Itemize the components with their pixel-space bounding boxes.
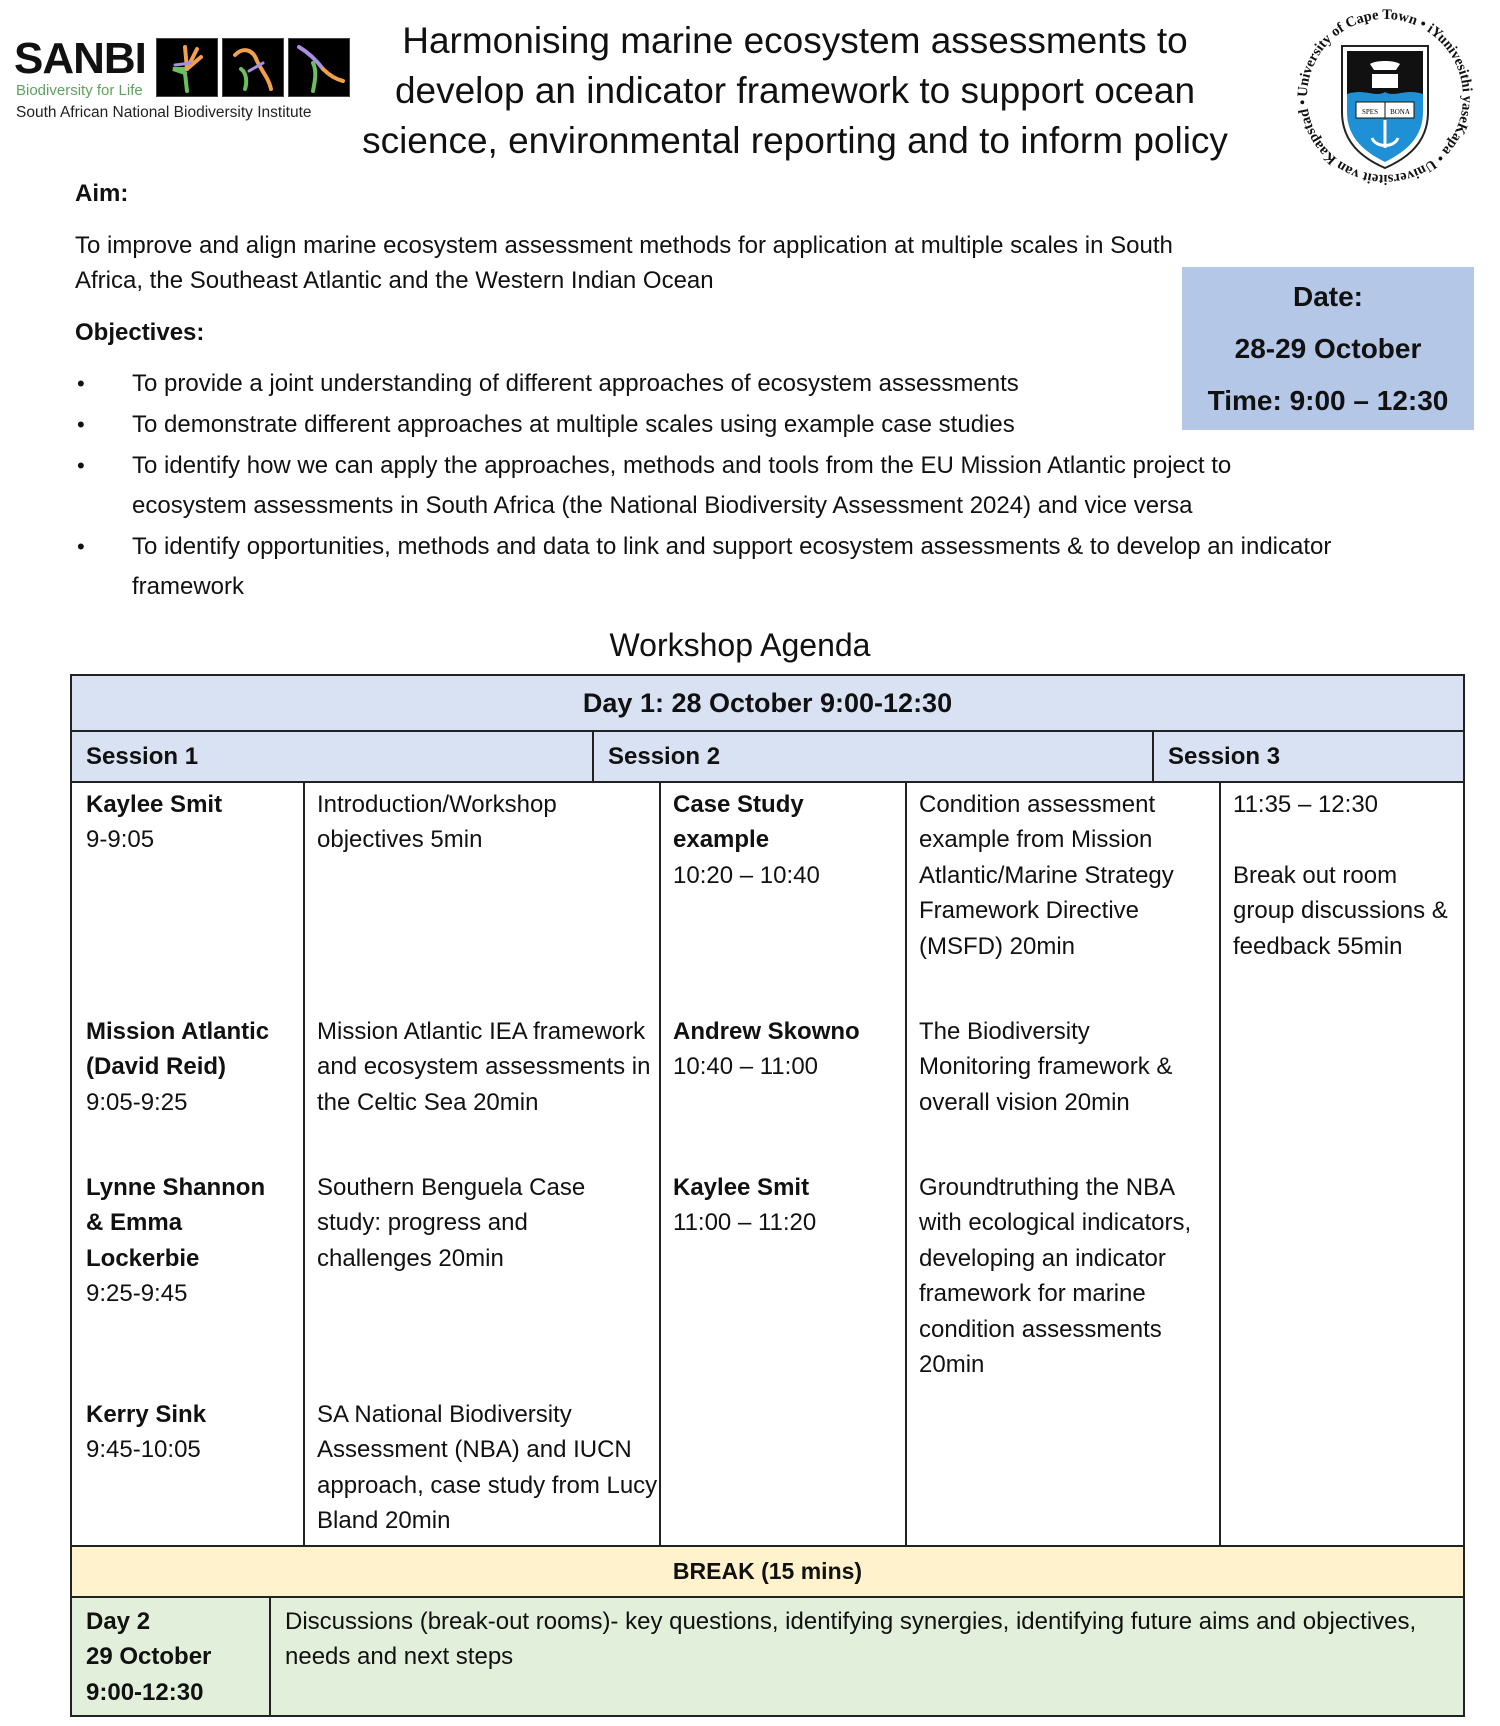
objectives-label: Objectives:: [75, 319, 205, 346]
s1-entry-2-speaker: Mission Atlantic (David Reid) 9:05-9:25: [86, 1018, 270, 1116]
bullet-icon: •: [77, 371, 85, 396]
document-title: [330, 16, 1260, 166]
svg-text:SPES: SPES: [1362, 108, 1378, 116]
title-line: develop an indicator framework to support ocean: [394, 70, 1196, 111]
date-box: [1182, 267, 1474, 430]
sanbi-full-name: South African National Biodiversity Institute: [16, 104, 312, 121]
aim-text: To improve and align marine ecosystem assessment methods for application at multiple scales in South Africa, the Southeast Atlantic and the Western Indian Ocean: [75, 232, 1173, 294]
sanbi-tagline: Biodiversity for Life: [16, 82, 143, 99]
s1-entry-3-topic: Southern Benguela Case study: progress and challenges 20min: [317, 1174, 586, 1272]
break-row: BREAK (15 mins): [72, 1547, 1463, 1598]
objective-item: • To provide a joint understanding of different approaches of ecosystem assessments: [75, 364, 1275, 404]
s2-entry-2-speaker: Andrew Skowno 10:40 – 11:00: [673, 1018, 860, 1081]
day2-date: 29 October: [86, 1643, 212, 1671]
bird-of-paradise-flower-icon: [156, 38, 218, 97]
s1-entry-1-topic: Introduction/Workshop objectives 5min: [317, 791, 557, 854]
s3-entry: 11:35 – 12:30 Break out room group discussions & feedback 55min: [1233, 791, 1448, 960]
day2-label-cell: [72, 1598, 271, 1715]
svg-text:BONA: BONA: [1390, 108, 1410, 116]
aim-label: Aim:: [75, 180, 129, 207]
butterfly-icon: [222, 38, 284, 97]
s1-entry-1-speaker: Kaylee Smit 9-9:05: [86, 791, 223, 854]
day1-header: Day 1: 28 October 9:00-12:30: [72, 676, 1463, 732]
s2-entry-3-speaker: Kaylee Smit 11:00 – 11:20: [673, 1174, 817, 1237]
day2-description: Discussions (break-out rooms)- key questions, identifying synergies, identifying future aims and objectives, needs and next steps: [285, 1608, 1417, 1671]
bullet-icon: •: [77, 534, 85, 559]
date-range: 28-29 October: [1234, 333, 1422, 364]
svg-text:University of Cape Town • iYun: University of Cape Town • iYunivesithi yaseKapa • Universiteit van Kaapstad •: [1294, 6, 1476, 188]
day1-body: [72, 783, 1463, 1547]
day2-time: 9:00-12:30: [86, 1678, 204, 1706]
objective-item: • To identify how we can apply the approaches, methods and tools from the EU Mission Atlantic project to ecosystem assessments in South Africa (the National Biodiversity Assessment 2024) and vice versa: [75, 446, 1342, 526]
s1-entry-4-speaker: Kerry Sink 9:45-10:05: [86, 1401, 207, 1464]
s1-entry-2-topic: Mission Atlantic IEA framework and ecosystem assessments in the Celtic Sea 20min: [317, 1018, 651, 1116]
session3-header: Session 3: [1152, 732, 1465, 781]
day2-row: [72, 1598, 1463, 1715]
title-line: science, environmental reporting and to inform policy: [362, 120, 1228, 161]
column-divider: [659, 783, 661, 1545]
uct-logo: [1290, 2, 1480, 192]
sanbi-logo: [14, 34, 334, 134]
date-label: Date:: [1292, 281, 1363, 312]
day2-label: Day 2: [86, 1608, 151, 1635]
s2-entry-3-topic: Groundtruthing the NBA with ecological indicators, developing an indicator framework for marine condition assessments 20min: [919, 1174, 1192, 1379]
session2-header: Session 2: [592, 732, 1152, 781]
session1-header: Session 1: [86, 743, 199, 770]
s1-entry-4-topic: SA National Biodiversity Assessment (NBA) and IUCN approach, case study from Lucy Bland 20min: [317, 1401, 658, 1535]
s2-entry-2-topic: The Biodiversity Monitoring framework & overall vision 20min: [919, 1018, 1173, 1116]
objective-item: • To identify opportunities, methods and data to link and support ecosystem assessments & to develop an indicator framework: [75, 527, 1342, 607]
agenda-table: [70, 674, 1465, 1717]
uct-crest-icon: [1290, 2, 1480, 192]
s2-entry-1-speaker: Case Study example 10:20 – 10:40: [673, 791, 820, 889]
s1-entry-3-speaker: Lynne Shannon & Emma Lockerbie 9:25-9:45: [86, 1174, 266, 1308]
bullet-icon: •: [77, 412, 85, 437]
time-range: Time: 9:00 – 12:30: [1207, 385, 1449, 416]
title-line: Harmonising marine ecosystem assessments to: [402, 20, 1188, 61]
sanbi-wordmark: SANBI: [14, 34, 146, 83]
sanbi-icon-tiles: [156, 38, 350, 97]
bullet-icon: •: [77, 453, 85, 478]
s2-entry-1-topic: Condition assessment example from Mission Atlantic/Marine Strategy Framework Directive (MSFD) 20min: [919, 791, 1174, 960]
session-header-row: [72, 732, 1463, 783]
objective-item: • To demonstrate different approaches at multiple scales using example case studies: [75, 405, 1275, 445]
agenda-title: Workshop Agenda: [609, 627, 871, 663]
